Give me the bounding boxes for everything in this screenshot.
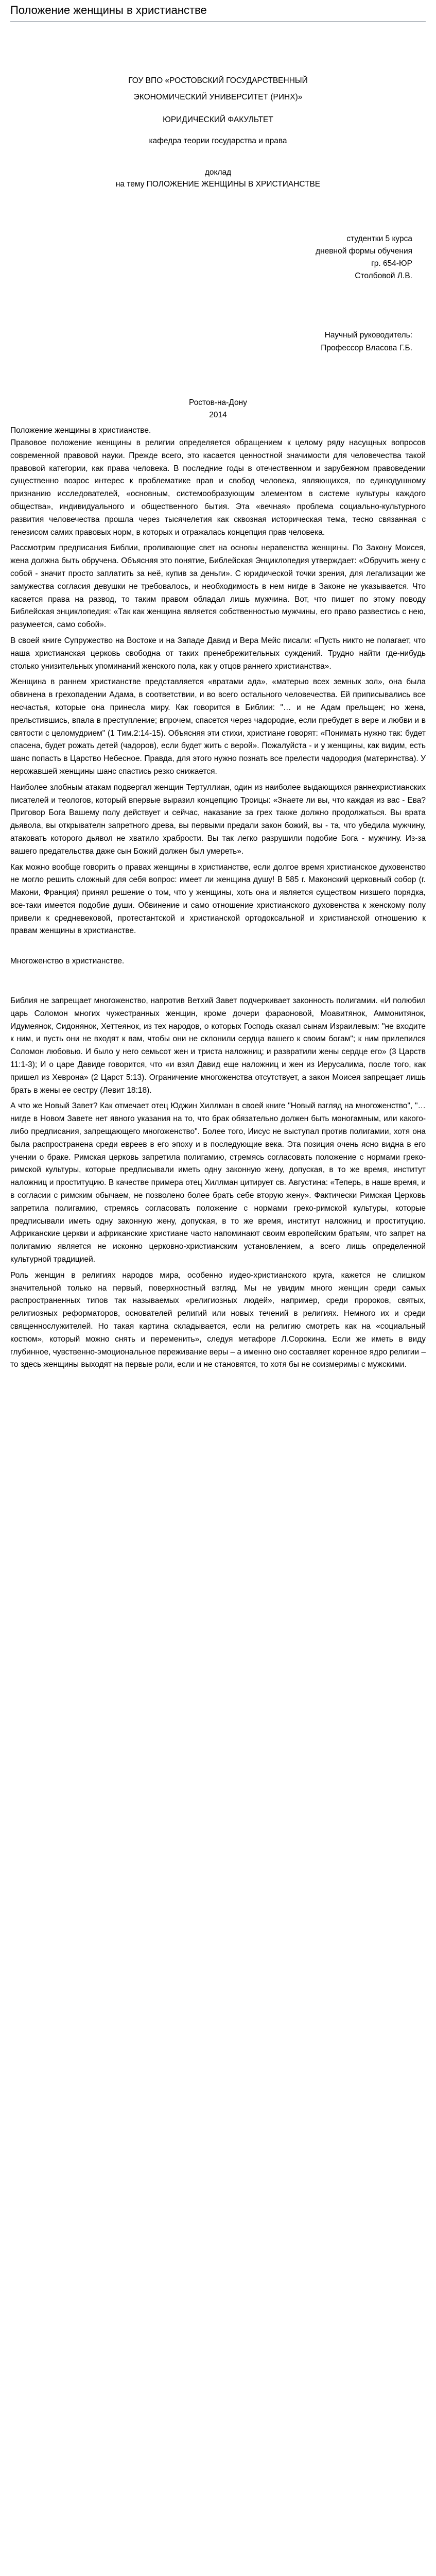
document-body bbox=[10, 437, 426, 1375]
paragraph: Как можно вообще говорить о правах женщины в христианстве, если долгое время христианское духовенство не могло решить сложный для себя вопрос: имеет ли женщина душу! В 585 г. Маконский церковный собор (г. Макони, Франция) принял решение о том, что у женщины, хоть она и является существом низшего порядка, все-таки имеется подобие души. Обвинение и само отношение христианского духовенства к женскому полу привели к средневековой, протестантской и христианской ортодоксальной и христианской отношению к правам женщины в христианстве. bbox=[10, 862, 426, 936]
paragraph: Рассмотрим предписания Библии, проливающие свет на основы неравенства женщины. По Закону Моисея, жена должна быть обручена. Объясняя это понятие, Библейская Энциклопедия утверждает: «Обручить жену с собой - значит просто заплатить за неё, купив за деньги». С юридической точки зрения, для легализации же замужества согласия девушки не требовалось, и необходимость в нем нигде в Законе не указывается. Что касается права на развод, то таким правом обладал лишь мужчина. Вот, что пишет по этому поводу Библейская энциклопедия: «Так как женщина является собственностью мужчины, его право развестись с нею, разумеется, само собой». bbox=[10, 544, 426, 630]
paragraph: А что же Новый Завет? Как отмечает отец Юджин Хиллман в своей книге "Новый взгляд на многоженство", "…нигде в Новом Завете нет явного указания на то, что брак обязательно должен быть моногамным, или какого-либо предписания, запрещающего многоженство". Более того, Иисус не выступал против полигамии, хотя она была распространена среди евреев в его эпоху и в последующие века. Эта позиция очень ясно видна в его учении о браке. Римская церковь запретила полигамию, стремясь согласовать положение с нормами греко-римской культуры, которые предписывали иметь одну законную жену, допуская, в то же время, институт наложниц и проституцию. В качестве примера отец Хиллман цитирует св. Августина: «Теперь, в наше время, и в согласии с римским обычаем, не позволено более брать себе вторую жену». Фактически Римская Церковь запретила полигамию, стремясь согласовать положение с нормами греко-римской культуры, которые предписывали иметь одну законную жену, допуская, в то же время, институт наложниц и проституцию. Африканские церкви и африканские христиане часто напоминают своим европейским братьям, что запрет на полигамию является не исконно церковно-христианским установлением, а всего лишь определенной культурной традицией. bbox=[10, 1101, 426, 1264]
paragraph: В своей книге Супружество на Востоке и на Западе Давид и Вера Мейс писали: «Пусть никто не полагает, что наша христианская церковь свободна от таких пренебрежительных суждений. Трудно найти где-нибудь столько унизительных упоминаний женского пола, как у отцов раннего христианства». bbox=[10, 636, 426, 671]
paragraph: Правовое положение женщины в религии определяется обращением к целому ряду насущных вопросов современной правовой науки. Прежде всего, это касается ценностной значимости для человечества такой правовой категории, как права человека. В последние годы в отечественном и зарубежном правоведении существенно возрос интерес к проблематике прав и свобод человека, являющихся, по единодушному признанию исследователей, «основным, системообразующим элементом в системе культуры каждого общества», индивидуального и общественного бытия. Эта «вечная» проблема социально-культурного развития человечества прошла через тысячелетия как сквозная историческая тема, тесно связанная с генезисом самих правовых норм, в которых и отражалась концепция прав человека. bbox=[10, 438, 426, 537]
institution-line-1: ГОУ ВПО «РОСТОВСКИЙ ГОСУДАРСТВЕННЫЙ bbox=[128, 76, 308, 85]
section-heading-polygamy: Многоженство в христианстве. bbox=[10, 957, 125, 966]
document-type: доклад bbox=[204, 167, 232, 177]
student-group: гр. 654-ЮР bbox=[371, 259, 412, 268]
student-study-form: дневной формы обучения bbox=[316, 246, 412, 256]
paragraph: Библия не запрещает многоженство, напротив Ветхий Завет подчеркивает законность полигамии. «И полюбил царь Соломон многих чужестранных женщин, кроме дочери фараоновой, Моавитянок, Аммонитянок, Идумеянок, Сидонянок, Хеттеянок, из тех народов, о которых Господь сказал сынам Израилевым: "не входите к ним, и пусть они не входят к вам, чтобы они не склонили сердца вашего к своим богам"; к ним прилепился Соломон любовью. И было у него семьсот жен и триста наложниц; и развратили жены сердце его» (3 Царств 11:1-3); И о царе Давиде говорится, что «и взял Давид еще наложниц и жен из Иерусалима, после того, как пришел из Хеврона» (2 Царст 5:13). Ограничение многоженства отсутствует, а закон Моисея запрещает лишь брать в жены ее сестру (Левит 18:18). bbox=[10, 996, 426, 1095]
year: 2014 bbox=[209, 410, 227, 419]
paragraph: Женщина в раннем христианстве представляется «вратами ада», «матерью всех земных зол», она была обвинена в грехопадении Адама, в соответствии, и во всего остального человечества. Ей приписывались все несчастья, которые она принесла миру. Как говорится в Библии: "… и не Адам прельщен; но жена, прельстившись, впала в преступление; впрочем, спасется через чадородие, если пребудет в вере и любви и в святости с целомудрием" (1 Тим.2:14-15). Объясняя эти стихи, христиане говорят: «Понимать нужно так: будет спасена, будет рожать детей (чадоров), если будет жить с верой». Пожалуйста - и у женщины, как видим, есть шанс попасть в Царство Небесное. Правда, для этого нужно познать все прелести чадородия (материнства). У нерожавшей женщины шанс спастись резко снижается. bbox=[10, 677, 426, 776]
student-name: Столбовой Л.В. bbox=[355, 271, 412, 280]
advisor-label: Научный руководитель: bbox=[324, 330, 412, 340]
paragraph: Роль женщин в религиях народов мира, особенно иудео-христианского круга, кажется не слишком значительной только на первый, поверхностный взгляд. Мы не увидим много женщин среди самых распространенных типов так называемых «религиозных людей», например, среди пророков, святых, религиозных реформаторов, основателей религий или новых течений в религиях. Немного их и среди священнослужителей. Но такая картина складывается, если на религию смотреть как на «социальный костюм», который можно снять и переменить», следуя метафоре Л.Сорокина. Если же иметь в виду глубинное, чувственно-эмоциональное переживание веры – а именно оно составляет коренное ядро религии – то здесь женщины выходят на первые роли, если и не становятся, то хотя бы не соизмеримы с мужскими. bbox=[10, 1270, 426, 1369]
department: кафедра теории государства и права bbox=[149, 136, 287, 145]
city: Ростов-на-Дону bbox=[189, 398, 247, 407]
student-course: студентки 5 курса bbox=[346, 234, 412, 243]
faculty: ЮРИДИЧЕСКИЙ ФАКУЛЬТЕТ bbox=[163, 115, 273, 124]
section-heading-intro: Положение женщины в христианстве. bbox=[10, 426, 151, 435]
advisor-name: Профессор Власова Г.Б. bbox=[321, 343, 412, 352]
page-title: Положение женщины в христианстве bbox=[10, 0, 426, 22]
institution-line-2: ЭКОНОМИЧЕСКИЙ УНИВЕРСИТЕТ (РИНХ)» bbox=[133, 92, 303, 101]
paragraph: Наиболее злобным атакам подвергал женщин Тертуллиан, один из наиболее выдающихся раннехристианских писателей и теологов, который впервые выразил концепцию Троицы: «Знаете ли вы, что каждая из вас - Ева? Приговор Бога Вашему полу действует и сейчас, наказание за грех также должно продолжаться. Вы врата дьявола, вы открывателн запретного древа, вы первыми предали закон божий, вы - та, что убедила мужчину, атаковать которого дьявол не хватило храбрости. Вы так легко разрушили подобие Бога - мужчину. Из-за вашего предательства даже сын Божий должен был умереть». bbox=[10, 783, 426, 856]
document-topic: на тему ПОЛОЖЕНИЕ ЖЕНЩИНЫ В ХРИСТИАНСТВЕ bbox=[115, 179, 321, 189]
